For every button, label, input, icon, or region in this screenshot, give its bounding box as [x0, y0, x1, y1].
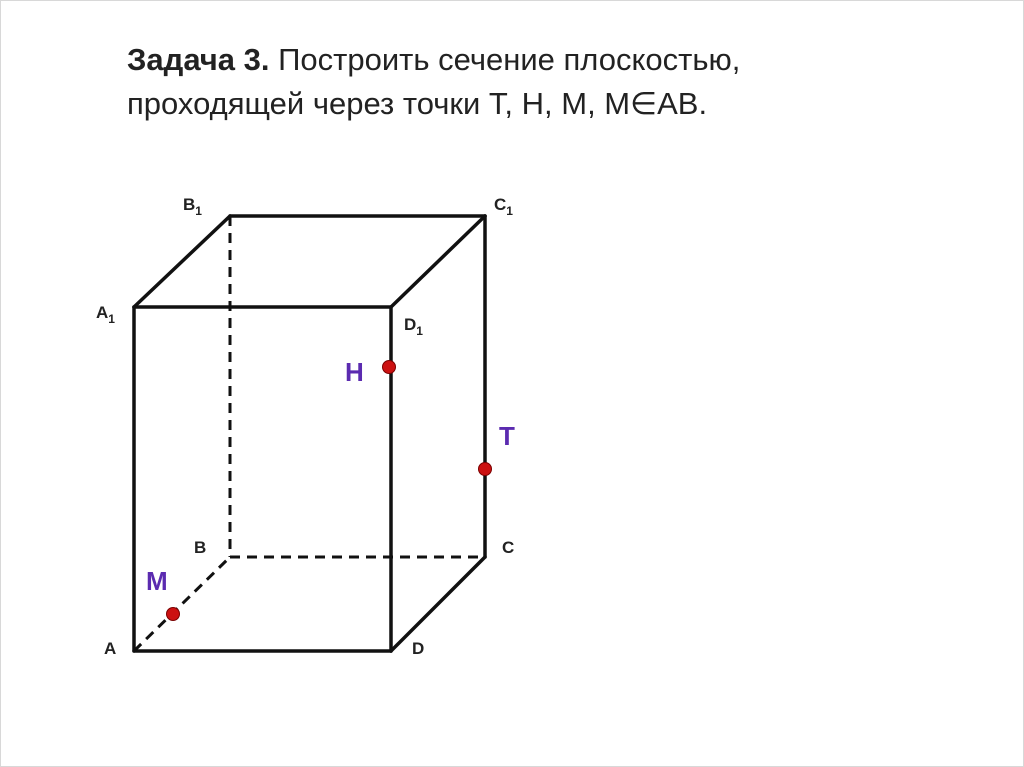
point-M-label: M: [146, 566, 168, 596]
point-T-label: T: [499, 421, 515, 451]
task-text-line2: проходящей через точки Т, Н, М, М∈АВ.: [127, 86, 708, 121]
vertex-label-C: C: [502, 538, 515, 557]
vertex-label-D1: $D_1$: [404, 315, 423, 338]
task-number: Задача 3.: [127, 42, 270, 77]
point-H-marker: [383, 361, 396, 374]
task-text-line1: Построить сечение плоскостью,: [269, 42, 741, 77]
edge-A1B1: [134, 216, 230, 307]
vertex-label-D: D: [412, 639, 425, 658]
point-H-label: H: [345, 357, 364, 387]
point-M-marker: [167, 608, 180, 621]
vertex-label-C1: $C_1$: [494, 195, 513, 218]
vertex-label-A: A: [104, 639, 117, 658]
edge-CD: [391, 557, 485, 651]
point-T-marker: [479, 463, 492, 476]
edge-C1D1: [391, 216, 485, 307]
vertex-label-A1: $A_1$: [96, 303, 115, 326]
vertex-label-B1: $B_1$: [183, 195, 202, 218]
vertex-label-B: B: [194, 538, 207, 557]
